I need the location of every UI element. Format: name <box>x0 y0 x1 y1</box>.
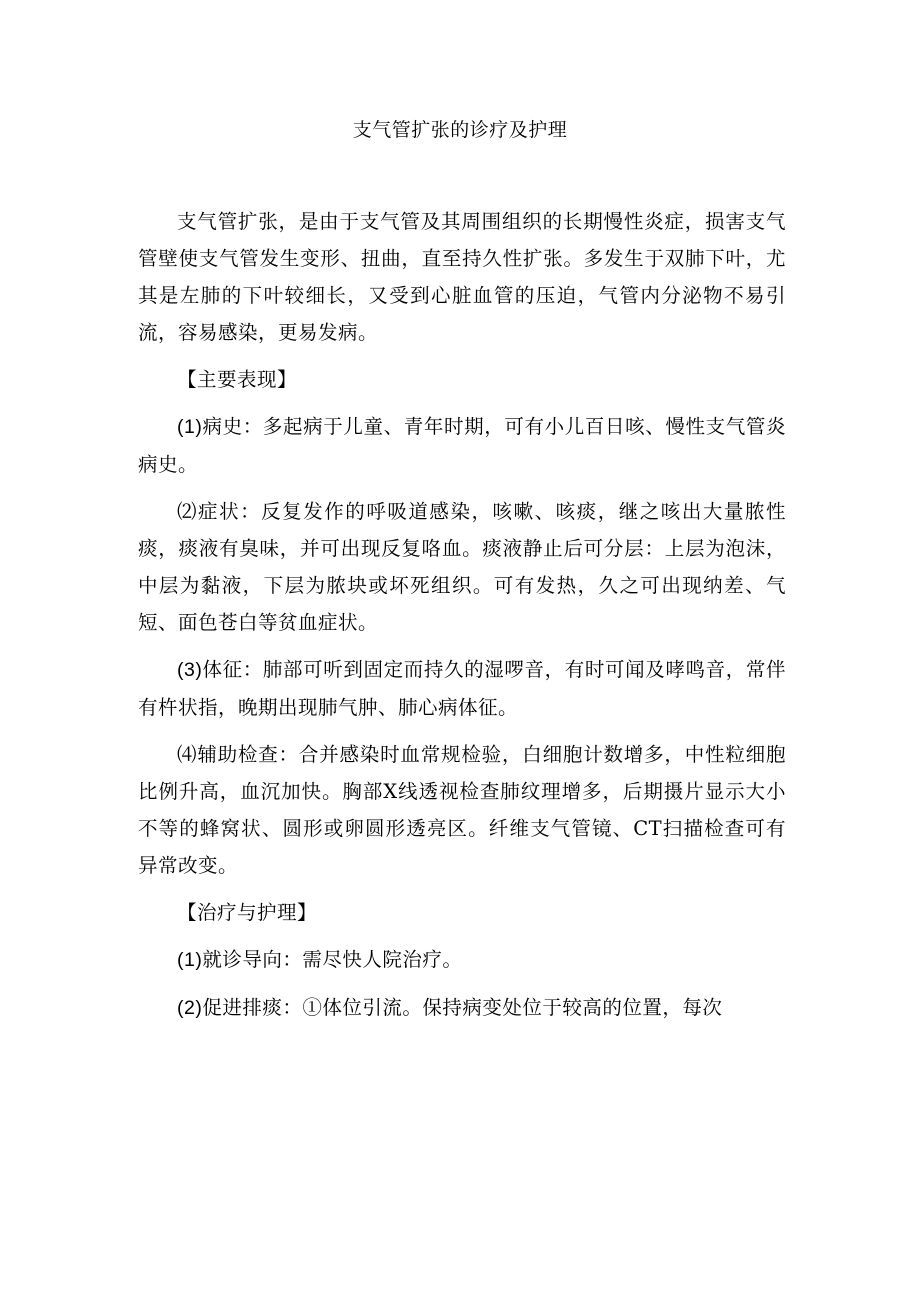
list-item-signs <box>138 651 786 726</box>
intro-paragraph: 支气管扩张，是由于支气管及其周围组织的长期慢性炎症，损害支气管壁使支气管发生变形、扭曲，直至持久性扩张。多发生于双肺下叶，尤其是左肺的下叶较细长，又受到心脏血管的压迫，气管内分泌物不易引流，容易感染，更易发病。 <box>138 210 786 344</box>
item-text: 辅助检查：合并感染时血常规检验，白细胞计数增多，中性粒细胞比例升高，血沉加快。胸部X线透视检查肺纹理增多，后期摄片显示大小不等的蜂窝状、圆形或卵圆形透亮区。纤维支气管镜、CT扫描检查可有异常改变。 <box>138 743 786 877</box>
item-text: 促进排痰：①体位引流。保持病变处位于较高的位置，每次 <box>202 996 723 1019</box>
item-marker: (2) <box>177 997 203 1019</box>
section-heading-main-manifestations: 【主要表现】 <box>177 368 298 391</box>
item-text: 病史：多起病于儿童、青年时期，可有小儿百日咳、慢性支气管炎病史。 <box>138 415 786 476</box>
item-text: 体征：肺部可听到固定而持久的湿啰音，有时可闻及哮鸣音，常伴有杵状指，晚期出现肺气肿、肺心病体征。 <box>138 658 786 719</box>
list-item-visit-guidance <box>138 941 786 979</box>
document-body <box>138 203 786 1037</box>
item-marker: ⑷ <box>177 743 198 766</box>
item-marker: (3) <box>177 659 203 681</box>
list-item-auxiliary-exams <box>138 736 786 884</box>
list-item-history <box>138 408 786 483</box>
document-title: 支气管扩张的诊疗及护理 <box>352 119 568 141</box>
list-item-sputum-drainage <box>138 989 786 1027</box>
item-marker: ⑵ <box>177 500 199 523</box>
item-marker: (1) <box>177 416 203 438</box>
item-text: 就诊导向：需尽快人院治疗。 <box>202 948 463 971</box>
item-marker: (1) <box>177 949 203 971</box>
item-text: 症状：反复发作的呼吸道感染，咳嗽、咳痰，继之咳出大量脓性痰，痰液有臭味，并可出现反复咯血。痰液静止后可分层：上层为泡沫，中层为黏液，下层为脓块或坏死组织。可有发热，久之可出现纳差、气短、面色苍白等贫血症状。 <box>138 500 786 634</box>
section-heading-treatment-care: 【治疗与护理】 <box>177 901 318 924</box>
list-item-symptoms <box>138 493 786 641</box>
